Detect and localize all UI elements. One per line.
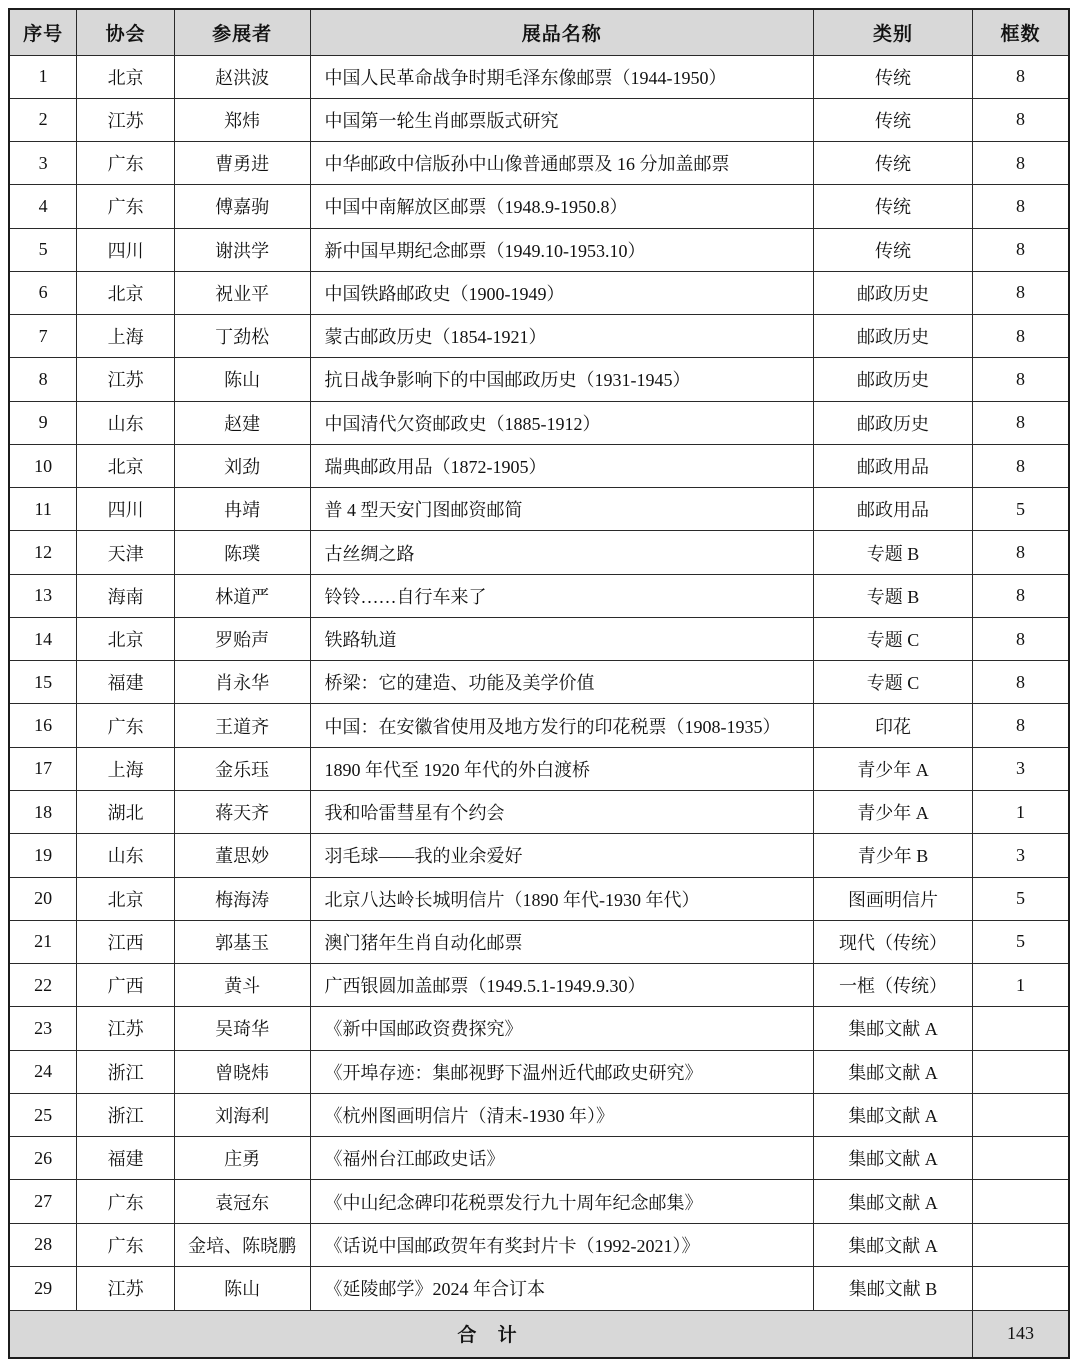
cell-society: 四川 — [77, 488, 175, 531]
cell-frames: 8 — [973, 358, 1069, 401]
table-row — [9, 791, 1069, 834]
cell-exhibitor: 王道齐 — [174, 704, 310, 747]
cell-exhibit-name: 古丝绸之路 — [310, 531, 814, 574]
cell-exhibitor: 曹勇进 — [174, 142, 310, 185]
cell-serial: 8 — [9, 358, 77, 401]
cell-exhibitor: 曾晓炜 — [174, 1050, 310, 1093]
cell-category: 传统 — [814, 142, 973, 185]
cell-exhibit-name: 羽毛球——我的业余爱好 — [310, 834, 814, 877]
cell-category: 青少年 B — [814, 834, 973, 877]
column-header-serial: 序号 — [9, 9, 77, 55]
cell-exhibitor: 陈山 — [174, 1266, 310, 1310]
cell-exhibit-name: 我和哈雷彗星有个约会 — [310, 791, 814, 834]
cell-exhibitor: 肖永华 — [174, 661, 310, 704]
cell-exhibitor: 郑炜 — [174, 98, 310, 141]
cell-exhibitor: 金乐珏 — [174, 747, 310, 790]
table-row — [9, 834, 1069, 877]
cell-frames — [973, 1180, 1069, 1223]
cell-category: 邮政历史 — [814, 358, 973, 401]
cell-frames: 8 — [973, 142, 1069, 185]
cell-category: 集邮文献 A — [814, 1223, 973, 1266]
cell-exhibitor: 罗贻声 — [174, 617, 310, 660]
cell-serial: 7 — [9, 315, 77, 358]
table-row — [9, 1180, 1069, 1223]
column-header-frames: 框数 — [973, 9, 1069, 55]
cell-society: 广东 — [77, 704, 175, 747]
cell-serial: 3 — [9, 142, 77, 185]
cell-category: 集邮文献 A — [814, 1093, 973, 1136]
cell-category: 一框（传统） — [814, 964, 973, 1007]
cell-exhibit-name: 蒙古邮政历史（1854-1921） — [310, 315, 814, 358]
cell-category: 印花 — [814, 704, 973, 747]
cell-exhibitor: 梅海涛 — [174, 877, 310, 920]
cell-frames: 8 — [973, 704, 1069, 747]
cell-category: 传统 — [814, 185, 973, 228]
cell-serial: 24 — [9, 1050, 77, 1093]
table-row — [9, 877, 1069, 920]
cell-exhibit-name: 中国第一轮生肖邮票版式研究 — [310, 98, 814, 141]
cell-exhibitor: 林道严 — [174, 574, 310, 617]
cell-society: 江苏 — [77, 1007, 175, 1050]
table-footer — [9, 1310, 1069, 1358]
cell-exhibitor: 赵洪波 — [174, 55, 310, 98]
cell-society: 海南 — [77, 574, 175, 617]
cell-frames: 8 — [973, 315, 1069, 358]
cell-frames: 8 — [973, 98, 1069, 141]
cell-serial: 27 — [9, 1180, 77, 1223]
cell-society: 江苏 — [77, 1266, 175, 1310]
cell-exhibitor: 刘海利 — [174, 1093, 310, 1136]
cell-category: 集邮文献 A — [814, 1180, 973, 1223]
cell-society: 北京 — [77, 271, 175, 314]
cell-category: 邮政历史 — [814, 271, 973, 314]
total-label: 合 计 — [9, 1310, 973, 1358]
cell-exhibit-name: 铃铃……自行车来了 — [310, 574, 814, 617]
cell-serial: 29 — [9, 1266, 77, 1310]
cell-exhibitor: 董思妙 — [174, 834, 310, 877]
cell-serial: 14 — [9, 617, 77, 660]
table-row — [9, 617, 1069, 660]
table-row — [9, 55, 1069, 98]
cell-exhibit-name: 新中国早期纪念邮票（1949.10-1953.10） — [310, 228, 814, 271]
total-frames-value: 143 — [973, 1310, 1069, 1358]
cell-frames: 8 — [973, 531, 1069, 574]
table-row — [9, 661, 1069, 704]
cell-frames — [973, 1050, 1069, 1093]
table-row — [9, 1223, 1069, 1266]
cell-exhibit-name: 中华邮政中信版孙中山像普通邮票及 16 分加盖邮票 — [310, 142, 814, 185]
cell-category: 传统 — [814, 228, 973, 271]
cell-society: 北京 — [77, 617, 175, 660]
cell-frames: 3 — [973, 747, 1069, 790]
cell-frames: 8 — [973, 574, 1069, 617]
table-row — [9, 271, 1069, 314]
table-body — [9, 55, 1069, 1310]
cell-serial: 4 — [9, 185, 77, 228]
cell-category: 专题 C — [814, 617, 973, 660]
cell-exhibit-name: 《话说中国邮政贺年有奖封片卡（1992-2021）》 — [310, 1223, 814, 1266]
cell-serial: 17 — [9, 747, 77, 790]
cell-serial: 19 — [9, 834, 77, 877]
cell-society: 广东 — [77, 185, 175, 228]
cell-exhibit-name: 普 4 型天安门图邮资邮简 — [310, 488, 814, 531]
cell-category: 集邮文献 B — [814, 1266, 973, 1310]
cell-serial: 6 — [9, 271, 77, 314]
cell-exhibit-name: 中国人民革命战争时期毛泽东像邮票（1944-1950） — [310, 55, 814, 98]
cell-serial: 10 — [9, 444, 77, 487]
table-row — [9, 1093, 1069, 1136]
cell-exhibit-name: 桥梁：它的建造、功能及美学价值 — [310, 661, 814, 704]
cell-exhibit-name: 《杭州图画明信片（清末-1930 年）》 — [310, 1093, 814, 1136]
table-row — [9, 704, 1069, 747]
cell-society: 山东 — [77, 834, 175, 877]
table-row — [9, 488, 1069, 531]
cell-serial: 20 — [9, 877, 77, 920]
cell-frames — [973, 1007, 1069, 1050]
cell-society: 广西 — [77, 964, 175, 1007]
cell-society: 北京 — [77, 55, 175, 98]
cell-frames: 8 — [973, 661, 1069, 704]
table-row — [9, 531, 1069, 574]
cell-exhibitor: 黄斗 — [174, 964, 310, 1007]
cell-exhibitor: 祝业平 — [174, 271, 310, 314]
cell-exhibitor: 吴琦华 — [174, 1007, 310, 1050]
cell-frames: 8 — [973, 617, 1069, 660]
cell-frames: 8 — [973, 271, 1069, 314]
header-row — [9, 9, 1069, 55]
cell-serial: 26 — [9, 1137, 77, 1180]
cell-exhibitor: 谢洪学 — [174, 228, 310, 271]
cell-society: 江苏 — [77, 98, 175, 141]
cell-exhibit-name: 中国清代欠资邮政史（1885-1912） — [310, 401, 814, 444]
cell-society: 湖北 — [77, 791, 175, 834]
cell-exhibit-name: 北京八达岭长城明信片（1890 年代-1930 年代） — [310, 877, 814, 920]
cell-frames: 1 — [973, 791, 1069, 834]
cell-society: 上海 — [77, 747, 175, 790]
cell-serial: 1 — [9, 55, 77, 98]
cell-category: 专题 C — [814, 661, 973, 704]
cell-exhibit-name: 1890 年代至 1920 年代的外白渡桥 — [310, 747, 814, 790]
cell-society: 广东 — [77, 1180, 175, 1223]
cell-exhibitor: 冉靖 — [174, 488, 310, 531]
cell-serial: 23 — [9, 1007, 77, 1050]
cell-category: 传统 — [814, 98, 973, 141]
table-row — [9, 185, 1069, 228]
cell-exhibitor: 陈山 — [174, 358, 310, 401]
table-row — [9, 1137, 1069, 1180]
table-row — [9, 315, 1069, 358]
cell-serial: 21 — [9, 920, 77, 963]
cell-exhibitor: 郭基玉 — [174, 920, 310, 963]
table-row — [9, 964, 1069, 1007]
cell-frames: 8 — [973, 55, 1069, 98]
cell-category: 邮政用品 — [814, 444, 973, 487]
cell-frames: 5 — [973, 920, 1069, 963]
cell-exhibit-name: 《延陵邮学》2024 年合订本 — [310, 1266, 814, 1310]
cell-exhibitor: 丁劲松 — [174, 315, 310, 358]
cell-category: 集邮文献 A — [814, 1137, 973, 1180]
table-row — [9, 920, 1069, 963]
cell-frames — [973, 1093, 1069, 1136]
cell-frames: 8 — [973, 401, 1069, 444]
cell-serial: 2 — [9, 98, 77, 141]
cell-exhibitor: 傅嘉驹 — [174, 185, 310, 228]
cell-category: 专题 B — [814, 531, 973, 574]
column-header-exhibit: 展品名称 — [310, 9, 814, 55]
table-row — [9, 747, 1069, 790]
cell-exhibit-name: 《新中国邮政资费探究》 — [310, 1007, 814, 1050]
column-header-society: 协会 — [77, 9, 175, 55]
cell-society: 浙江 — [77, 1050, 175, 1093]
cell-society: 四川 — [77, 228, 175, 271]
cell-serial: 12 — [9, 531, 77, 574]
cell-frames: 8 — [973, 228, 1069, 271]
cell-category: 图画明信片 — [814, 877, 973, 920]
cell-category: 青少年 A — [814, 791, 973, 834]
table-header — [9, 9, 1069, 55]
cell-society: 浙江 — [77, 1093, 175, 1136]
cell-serial: 22 — [9, 964, 77, 1007]
cell-category: 传统 — [814, 55, 973, 98]
cell-frames: 8 — [973, 185, 1069, 228]
cell-frames — [973, 1266, 1069, 1310]
table-row — [9, 358, 1069, 401]
cell-society: 天津 — [77, 531, 175, 574]
cell-serial: 11 — [9, 488, 77, 531]
cell-exhibitor: 赵建 — [174, 401, 310, 444]
cell-serial: 13 — [9, 574, 77, 617]
cell-exhibitor: 金培、陈晓鹏 — [174, 1223, 310, 1266]
cell-exhibit-name: 中国中南解放区邮票（1948.9-1950.8） — [310, 185, 814, 228]
cell-society: 江苏 — [77, 358, 175, 401]
total-row — [9, 1310, 1069, 1358]
table-row — [9, 1266, 1069, 1310]
table-row — [9, 444, 1069, 487]
cell-frames: 5 — [973, 488, 1069, 531]
table-row — [9, 142, 1069, 185]
cell-exhibit-name: 澳门猪年生肖自动化邮票 — [310, 920, 814, 963]
cell-serial: 15 — [9, 661, 77, 704]
column-header-category: 类别 — [814, 9, 973, 55]
table-row — [9, 1007, 1069, 1050]
cell-society: 北京 — [77, 444, 175, 487]
exhibit-table — [8, 8, 1070, 1359]
cell-exhibit-name: 《开埠存迹：集邮视野下温州近代邮政史研究》 — [310, 1050, 814, 1093]
cell-society: 广东 — [77, 1223, 175, 1266]
cell-exhibitor: 陈璞 — [174, 531, 310, 574]
table-row — [9, 228, 1069, 271]
cell-society: 山东 — [77, 401, 175, 444]
cell-exhibitor: 袁冠东 — [174, 1180, 310, 1223]
cell-society: 上海 — [77, 315, 175, 358]
cell-exhibit-name: 铁路轨道 — [310, 617, 814, 660]
table-row — [9, 98, 1069, 141]
cell-category: 专题 B — [814, 574, 973, 617]
table-row — [9, 401, 1069, 444]
cell-serial: 16 — [9, 704, 77, 747]
cell-category: 集邮文献 A — [814, 1007, 973, 1050]
cell-category: 邮政历史 — [814, 315, 973, 358]
cell-exhibit-name: 中国：在安徽省使用及地方发行的印花税票（1908-1935） — [310, 704, 814, 747]
cell-category: 邮政历史 — [814, 401, 973, 444]
cell-category: 现代（传统） — [814, 920, 973, 963]
cell-society: 福建 — [77, 1137, 175, 1180]
cell-exhibitor: 蒋天齐 — [174, 791, 310, 834]
cell-exhibitor: 庄勇 — [174, 1137, 310, 1180]
cell-frames — [973, 1223, 1069, 1266]
cell-exhibit-name: 抗日战争影响下的中国邮政历史（1931-1945） — [310, 358, 814, 401]
cell-frames: 1 — [973, 964, 1069, 1007]
table-row — [9, 1050, 1069, 1093]
cell-frames: 3 — [973, 834, 1069, 877]
table-row — [9, 574, 1069, 617]
cell-exhibit-name: 中国铁路邮政史（1900-1949） — [310, 271, 814, 314]
cell-exhibit-name: 瑞典邮政用品（1872-1905） — [310, 444, 814, 487]
cell-society: 北京 — [77, 877, 175, 920]
column-header-exhibitor: 参展者 — [174, 9, 310, 55]
cell-frames: 5 — [973, 877, 1069, 920]
cell-serial: 9 — [9, 401, 77, 444]
cell-society: 广东 — [77, 142, 175, 185]
cell-category: 邮政用品 — [814, 488, 973, 531]
cell-serial: 28 — [9, 1223, 77, 1266]
cell-frames: 8 — [973, 444, 1069, 487]
cell-society: 福建 — [77, 661, 175, 704]
cell-serial: 5 — [9, 228, 77, 271]
cell-exhibit-name: 《福州台江邮政史话》 — [310, 1137, 814, 1180]
cell-category: 青少年 A — [814, 747, 973, 790]
cell-exhibit-name: 广西银圆加盖邮票（1949.5.1-1949.9.30） — [310, 964, 814, 1007]
cell-serial: 18 — [9, 791, 77, 834]
cell-serial: 25 — [9, 1093, 77, 1136]
cell-category: 集邮文献 A — [814, 1050, 973, 1093]
cell-exhibit-name: 《中山纪念碑印花税票发行九十周年纪念邮集》 — [310, 1180, 814, 1223]
cell-exhibitor: 刘劲 — [174, 444, 310, 487]
cell-frames — [973, 1137, 1069, 1180]
cell-society: 江西 — [77, 920, 175, 963]
